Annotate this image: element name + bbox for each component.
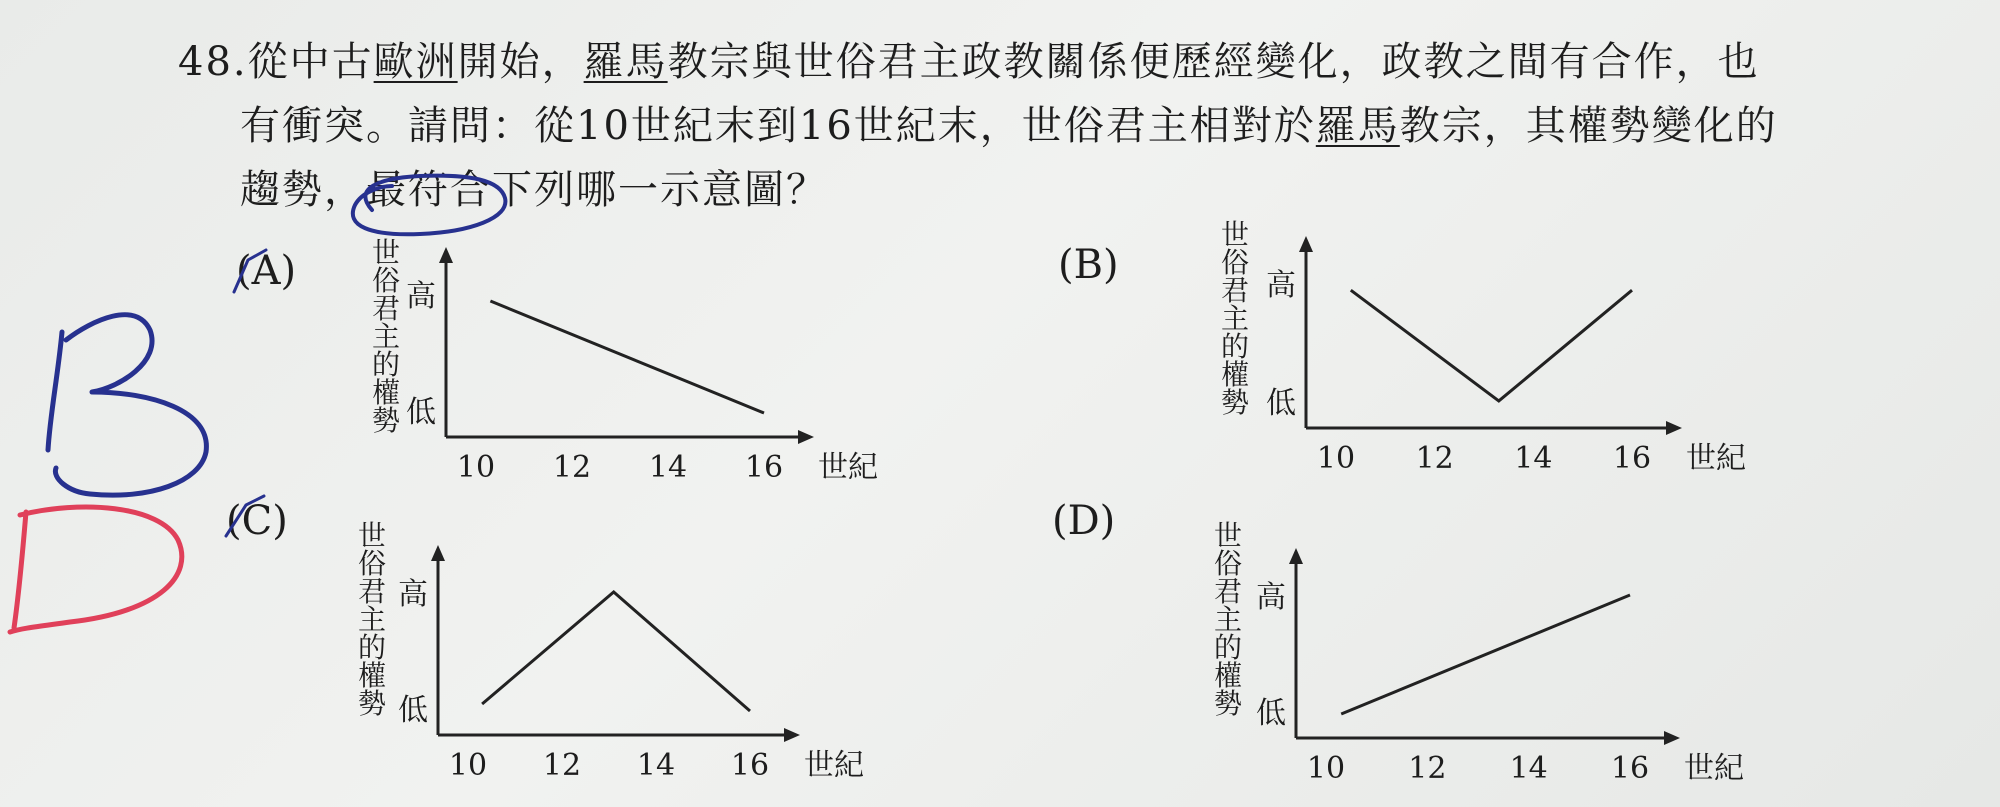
chart-a-low-label: 低 <box>406 395 436 431</box>
chart-b-ylabel-char: 君 <box>1220 274 1250 307</box>
chart-b-ylabel-char: 的 <box>1220 330 1250 363</box>
chart-c-x-unit: 世紀 <box>804 748 864 783</box>
chart-a-x-tick-label: 14 <box>648 450 688 485</box>
chart-c-ylabel-char: 俗 <box>357 547 387 580</box>
question-line2-segment-0: 有衝突。請問：從10世紀末到16世紀末，世俗君主相對於 <box>240 103 1316 149</box>
chart-c-ylabel-char: 勢 <box>357 687 387 720</box>
option-d-label[interactable]: (D) <box>1052 498 1116 544</box>
chart-a-x-unit: 世紀 <box>818 450 878 485</box>
question-line3-segment-0: 趨勢，最符合下列哪一示意圖？ <box>240 167 828 213</box>
chart-d-x-unit: 世紀 <box>1684 751 1744 786</box>
question-number: 48. <box>178 39 248 85</box>
question-line1-segment-2: 開始， <box>457 39 584 85</box>
chart-d-ylabel-char: 勢 <box>1213 687 1243 720</box>
option-a-label[interactable]: (A) <box>236 248 297 294</box>
answer-b-mark <box>48 315 206 495</box>
question-line1-segment-4: 教宗與世俗君主政教關係便歷經變化，政教之間有合作，也 <box>667 39 1760 85</box>
chart-c-ylabel-char: 權 <box>357 659 387 692</box>
chart-d-ylabel-char: 主 <box>1213 603 1243 636</box>
chart-b-ylabel-char: 主 <box>1220 302 1250 335</box>
chart-c-ylabel-char: 世 <box>357 519 387 552</box>
question-line2-segment-2: 教宗，其權勢變化的 <box>1399 103 1778 149</box>
chart-b-x-tick-label: 10 <box>1316 441 1356 476</box>
chart-b-x-unit: 世紀 <box>1686 441 1746 476</box>
chart-b-x-tick-label: 12 <box>1415 441 1454 476</box>
chart-b-ylabel-char: 勢 <box>1220 386 1250 419</box>
chart-c-ylabel-char: 主 <box>357 603 387 636</box>
blue-circle-mark <box>353 176 506 235</box>
question-line1-segment-1: 歐洲 <box>373 39 458 85</box>
check-mark-c <box>226 496 264 536</box>
chart-d-ylabel-char: 權 <box>1213 659 1243 692</box>
chart-c-ylabel-char: 君 <box>357 575 387 608</box>
chart-a-x-tick-label: 12 <box>552 450 592 485</box>
question-line2-segment-1: 羅馬 <box>1315 103 1400 149</box>
chart-b-high-label: 高 <box>1266 268 1296 304</box>
chart-d-ylabel-char: 世 <box>1213 519 1243 552</box>
question-line1-segment-0: 從中古 <box>247 39 374 85</box>
question-line1-segment-3: 羅馬 <box>583 39 668 85</box>
chart-d-ylabel-char: 俗 <box>1213 547 1243 580</box>
chart-d-high-label: 高 <box>1256 580 1286 615</box>
chart-d-x-tick-label: 14 <box>1509 751 1548 786</box>
chart-b-ylabel-char: 權 <box>1220 358 1250 391</box>
chart-a-x-tick-label: 16 <box>744 450 784 485</box>
chart-d-x-tick-label: 10 <box>1306 751 1346 786</box>
chart-a-x-tick-label: 10 <box>456 450 496 485</box>
answer-d-mark <box>10 507 182 632</box>
chart-c-x-tick-label: 10 <box>448 748 488 783</box>
chart-a-ylabel-char: 君 <box>371 292 401 325</box>
option-c-label[interactable]: (C) <box>226 498 288 544</box>
chart-c-low-label: 低 <box>398 693 428 729</box>
chart-c-x-tick-label: 16 <box>730 748 770 783</box>
chart-d-ylabel-char: 君 <box>1213 575 1243 608</box>
chart-b-ylabel-char: 世 <box>1220 218 1250 251</box>
chart-c-x-tick-label: 12 <box>542 748 582 783</box>
chart-a-ylabel-char: 俗 <box>371 264 401 297</box>
chart-b-ylabel-char: 俗 <box>1220 246 1250 279</box>
chart-a-ylabel-char: 勢 <box>371 404 401 437</box>
chart-d-low-label: 低 <box>1256 696 1286 732</box>
chart-d-x-tick-label: 12 <box>1408 751 1447 786</box>
chart-a-ylabel-char: 主 <box>371 320 401 353</box>
chart-a-high-label: 高 <box>406 279 436 314</box>
chart-b-x-tick-label: 16 <box>1612 441 1652 476</box>
option-b-label[interactable]: (B) <box>1058 242 1119 288</box>
chart-d-x-tick-label: 16 <box>1610 751 1650 786</box>
chart-a-ylabel-char: 的 <box>371 348 401 381</box>
chart-a-ylabel-char: 權 <box>371 376 401 409</box>
chart-b-low-label: 低 <box>1266 385 1296 421</box>
chart-b-x-tick-label: 14 <box>1514 441 1553 476</box>
chart-d-ylabel-char: 的 <box>1213 631 1243 664</box>
chart-a-ylabel-char: 世 <box>371 236 401 269</box>
chart-c-ylabel-char: 的 <box>357 631 387 664</box>
check-mark-a <box>234 250 266 292</box>
chart-c-x-tick-label: 14 <box>636 748 676 783</box>
chart-c-high-label: 高 <box>398 577 428 612</box>
